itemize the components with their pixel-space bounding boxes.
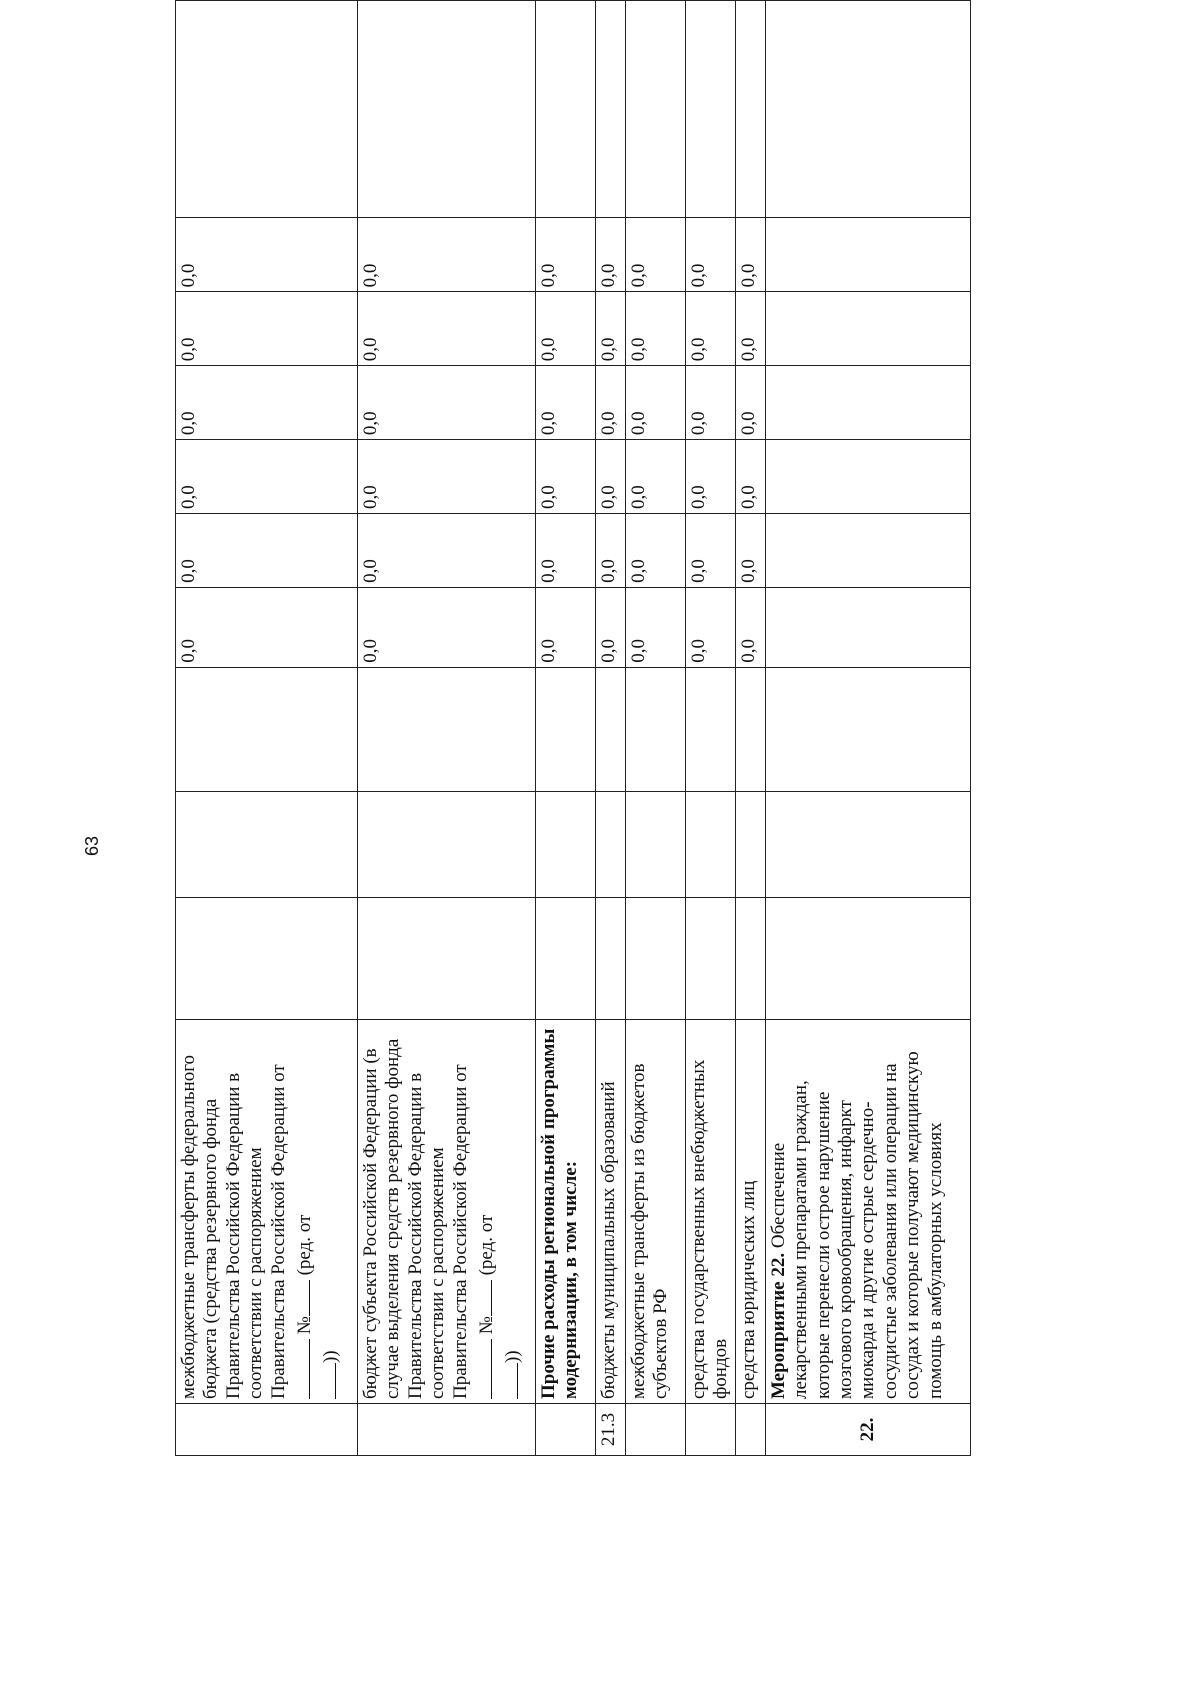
value-cell: 0,0	[596, 440, 626, 514]
value-cell: 0,0	[536, 366, 596, 440]
value-cell: 0,0	[536, 440, 596, 514]
empty-cell	[358, 898, 536, 1020]
row-number	[735, 1404, 765, 1456]
row-label: Мероприятие 22. Обеспечение лекарственными препаратами граждан, которые перенесли острое нарушение мозгового кровообращения, инфаркт миокарда и другие острые сердечно-сосудистые заболевания или операции на сосудах и которые получают медицинскую помощь в амбулаторных условиях	[765, 1019, 970, 1403]
empty-cell	[765, 898, 970, 1020]
empty-cell	[596, 898, 626, 1020]
empty-cell	[596, 792, 626, 898]
value-cell: 0,0	[358, 587, 536, 667]
value-cell: 0,0	[735, 366, 765, 440]
empty-cell	[765, 792, 970, 898]
empty-cell	[765, 1, 970, 218]
empty-cell	[176, 1, 358, 218]
value-cell: 0,0	[686, 587, 736, 667]
empty-cell	[536, 1, 596, 218]
value-cell: 0,0	[358, 366, 536, 440]
row-number	[176, 1404, 358, 1456]
value-cell: 0,0	[735, 292, 765, 366]
table-row	[358, 1, 536, 1456]
empty-cell	[176, 792, 358, 898]
value-cell: 0,0	[596, 513, 626, 587]
budget-table	[175, 0, 971, 1456]
empty-cell	[765, 440, 970, 514]
empty-cell	[765, 667, 970, 792]
value-cell: 0,0	[686, 292, 736, 366]
empty-cell	[686, 1, 736, 218]
row-number	[686, 1404, 736, 1456]
value-cell: 0,0	[176, 218, 358, 292]
value-cell: 0,0	[358, 218, 536, 292]
value-cell: 0,0	[686, 440, 736, 514]
value-cell: 0,0	[176, 513, 358, 587]
value-cell: 0,0	[626, 366, 686, 440]
empty-cell	[176, 667, 358, 792]
table-row	[536, 1, 596, 1456]
row-label: межбюджетные трансферты из бюджетов субъектов РФ	[626, 1019, 686, 1403]
value-cell: 0,0	[626, 587, 686, 667]
row-label: средства государственных внебюджетных фондов	[686, 1019, 736, 1403]
value-cell: 0,0	[176, 440, 358, 514]
table-row	[765, 1, 970, 1456]
row-number	[626, 1404, 686, 1456]
value-cell: 0,0	[596, 292, 626, 366]
row-number	[358, 1404, 536, 1456]
table-row	[626, 1, 686, 1456]
value-cell: 0,0	[626, 440, 686, 514]
empty-cell	[358, 1, 536, 218]
value-cell: 0,0	[358, 440, 536, 514]
row-label: бюджеты муниципальных образований	[596, 1019, 626, 1403]
value-cell: 0,0	[596, 218, 626, 292]
table-row	[176, 1, 358, 1456]
empty-cell	[626, 1, 686, 218]
value-cell: 0,0	[536, 292, 596, 366]
row-label: Прочие расходы региональной программы модернизации, в том числе:	[536, 1019, 596, 1403]
empty-cell	[686, 792, 736, 898]
empty-cell	[765, 292, 970, 366]
row-number: 21.3	[596, 1404, 626, 1456]
value-cell: 0,0	[626, 292, 686, 366]
row-number	[536, 1404, 596, 1456]
value-cell: 0,0	[686, 513, 736, 587]
value-cell: 0,0	[358, 513, 536, 587]
value-cell: 0,0	[735, 440, 765, 514]
empty-cell	[536, 667, 596, 792]
empty-cell	[735, 667, 765, 792]
value-cell: 0,0	[176, 587, 358, 667]
empty-cell	[626, 667, 686, 792]
empty-cell	[358, 667, 536, 792]
value-cell: 0,0	[176, 292, 358, 366]
value-cell: 0,0	[536, 218, 596, 292]
empty-cell	[735, 898, 765, 1020]
empty-cell	[358, 792, 536, 898]
row-label: средства юридических лиц	[735, 1019, 765, 1403]
empty-cell	[735, 1, 765, 218]
empty-cell	[536, 898, 596, 1020]
value-cell: 0,0	[176, 366, 358, 440]
empty-cell	[765, 218, 970, 292]
value-cell: 0,0	[536, 513, 596, 587]
value-cell: 0,0	[358, 292, 536, 366]
value-cell: 0,0	[596, 587, 626, 667]
empty-cell	[536, 792, 596, 898]
empty-cell	[735, 792, 765, 898]
value-cell: 0,0	[686, 218, 736, 292]
empty-cell	[686, 898, 736, 1020]
empty-cell	[765, 587, 970, 667]
table-row	[735, 1, 765, 1456]
empty-cell	[626, 898, 686, 1020]
row-label: бюджет субъекта Российской Федерации (в случае выделения средств резервного фонда Правительства Российской Федерации в соответствии с распоряжением Правительства Российской Федерации от № (ред. от ))	[358, 1019, 536, 1403]
table-row	[596, 1, 626, 1456]
empty-cell	[765, 513, 970, 587]
value-cell: 0,0	[626, 218, 686, 292]
empty-cell	[596, 1, 626, 218]
empty-cell	[176, 898, 358, 1020]
empty-cell	[626, 792, 686, 898]
value-cell: 0,0	[735, 513, 765, 587]
empty-cell	[765, 366, 970, 440]
value-cell: 0,0	[596, 366, 626, 440]
value-cell: 0,0	[686, 366, 736, 440]
value-cell: 0,0	[626, 513, 686, 587]
table-row	[686, 1, 736, 1456]
value-cell: 0,0	[735, 218, 765, 292]
page-number: 63	[82, 835, 102, 857]
empty-cell	[686, 667, 736, 792]
value-cell: 0,0	[735, 587, 765, 667]
value-cell: 0,0	[536, 587, 596, 667]
row-label: межбюджетные трансферты федерального бюджета (средства резервного фонда Правительства Российской Федерации в соответствии с распоряжением Правительства Российской Федерации от № (ред. от ))	[176, 1019, 358, 1403]
row-number: 22.	[765, 1404, 970, 1456]
empty-cell	[596, 667, 626, 792]
